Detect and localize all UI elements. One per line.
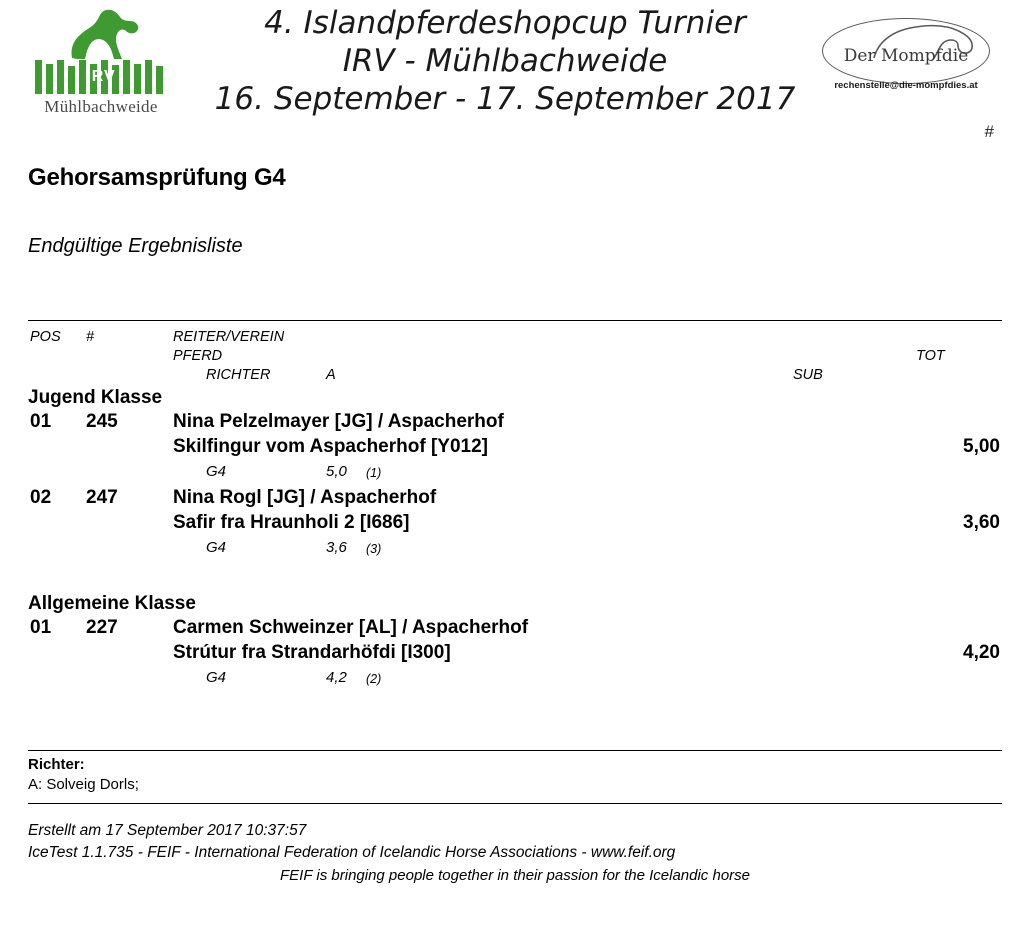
judges-section (28, 750, 1002, 804)
column-header-sub: SUB (793, 367, 823, 383)
event-title-line2: IRV - Mühlbachweide (342, 43, 668, 79)
column-header-number: # (86, 329, 95, 345)
logo-email: rechenstelle@die-mompfdies.at (834, 80, 978, 91)
judges-list: A: Solveig Dorls; (28, 776, 139, 793)
row-position: 01 (30, 617, 52, 638)
row-total: 5,00 (963, 436, 1000, 457)
judges-bottom-rule (28, 803, 1002, 804)
row-position: 01 (30, 411, 52, 432)
row-horse: Skilfingur vom Aspacherhof [Y012] (173, 436, 488, 457)
timing-office-logo (822, 18, 992, 104)
column-header-rider: REITER/VEREIN (173, 329, 285, 345)
row-number: 227 (86, 617, 118, 638)
row-judge: G4 (206, 539, 227, 556)
row-judge: G4 (206, 669, 227, 686)
table-row (28, 411, 1002, 487)
table-row (28, 617, 1002, 693)
class-heading: Allgemeine Klasse (28, 593, 196, 614)
page-subtitle: Endgültige Ergebnisliste (28, 235, 243, 257)
logo-club-name: Mühlbachweide (44, 97, 158, 116)
class-heading: Jugend Klasse (28, 387, 163, 408)
footer-created: Erstellt am 17 September 2017 10:37:57 (28, 822, 307, 839)
row-rider: Nina Pelzelmayer [JG] / Aspacherhof (173, 411, 504, 432)
horse-logo-icon (58, 8, 144, 60)
row-score-rank: (3) (366, 542, 382, 556)
logo-irv-text: IRV (86, 68, 116, 85)
document-footer (28, 820, 1002, 887)
results-table (28, 320, 1002, 693)
club-logo-left (26, 8, 176, 126)
event-title-line3: 16. September - 17. September 2017 (214, 81, 796, 117)
event-title-line1: 4. Islandpferdeshopcup Turnier (264, 5, 746, 41)
row-rider: Carmen Schweinzer [AL] / Aspacherhof (173, 617, 529, 638)
column-header-horse: PFERD (173, 348, 223, 364)
row-judge: G4 (206, 463, 227, 480)
column-header-tot: TOT (916, 348, 945, 364)
column-header-judge: RICHTER (206, 367, 271, 383)
table-header-row (28, 321, 1002, 383)
footer-slogan: FEIF is bringing people together in their passion for the Icelandic horse (280, 867, 750, 884)
row-score-a: 3,6 (326, 539, 347, 556)
page-header (0, 0, 1030, 150)
footer-software: IceTest 1.1.735 - FEIF - International Federation of Icelandic Horse Associations - www.feif.org (28, 844, 676, 861)
document-body (0, 164, 1030, 887)
logo-bars (35, 60, 167, 94)
page-hash-mark: # (984, 122, 994, 141)
event-title (180, 4, 830, 118)
judges-title: Richter: (28, 756, 85, 773)
column-header-pos: POS (30, 329, 61, 345)
row-score-a: 4,2 (326, 669, 347, 686)
row-score-a: 5,0 (326, 463, 347, 480)
row-horse: Strútur fra Strandarhöfdi [I300] (173, 642, 451, 663)
row-score-rank: (1) (366, 466, 382, 480)
row-position: 02 (30, 487, 52, 508)
page-title: Gehorsamsprüfung G4 (28, 164, 286, 191)
row-horse: Safir fra Hraunholi 2 [I686] (173, 512, 410, 533)
logo-brand-name: Der Mompfdie (843, 46, 969, 66)
row-score-rank: (2) (366, 672, 382, 686)
row-total: 3,60 (963, 512, 1000, 533)
row-number: 247 (86, 487, 118, 508)
row-rider: Nina Rogl [JG] / Aspacherhof (173, 487, 437, 508)
row-number: 245 (86, 411, 118, 432)
row-total: 4,20 (963, 642, 1000, 663)
judges-top-rule (28, 750, 1002, 751)
column-header-a: A (326, 367, 336, 383)
table-row (28, 487, 1002, 563)
